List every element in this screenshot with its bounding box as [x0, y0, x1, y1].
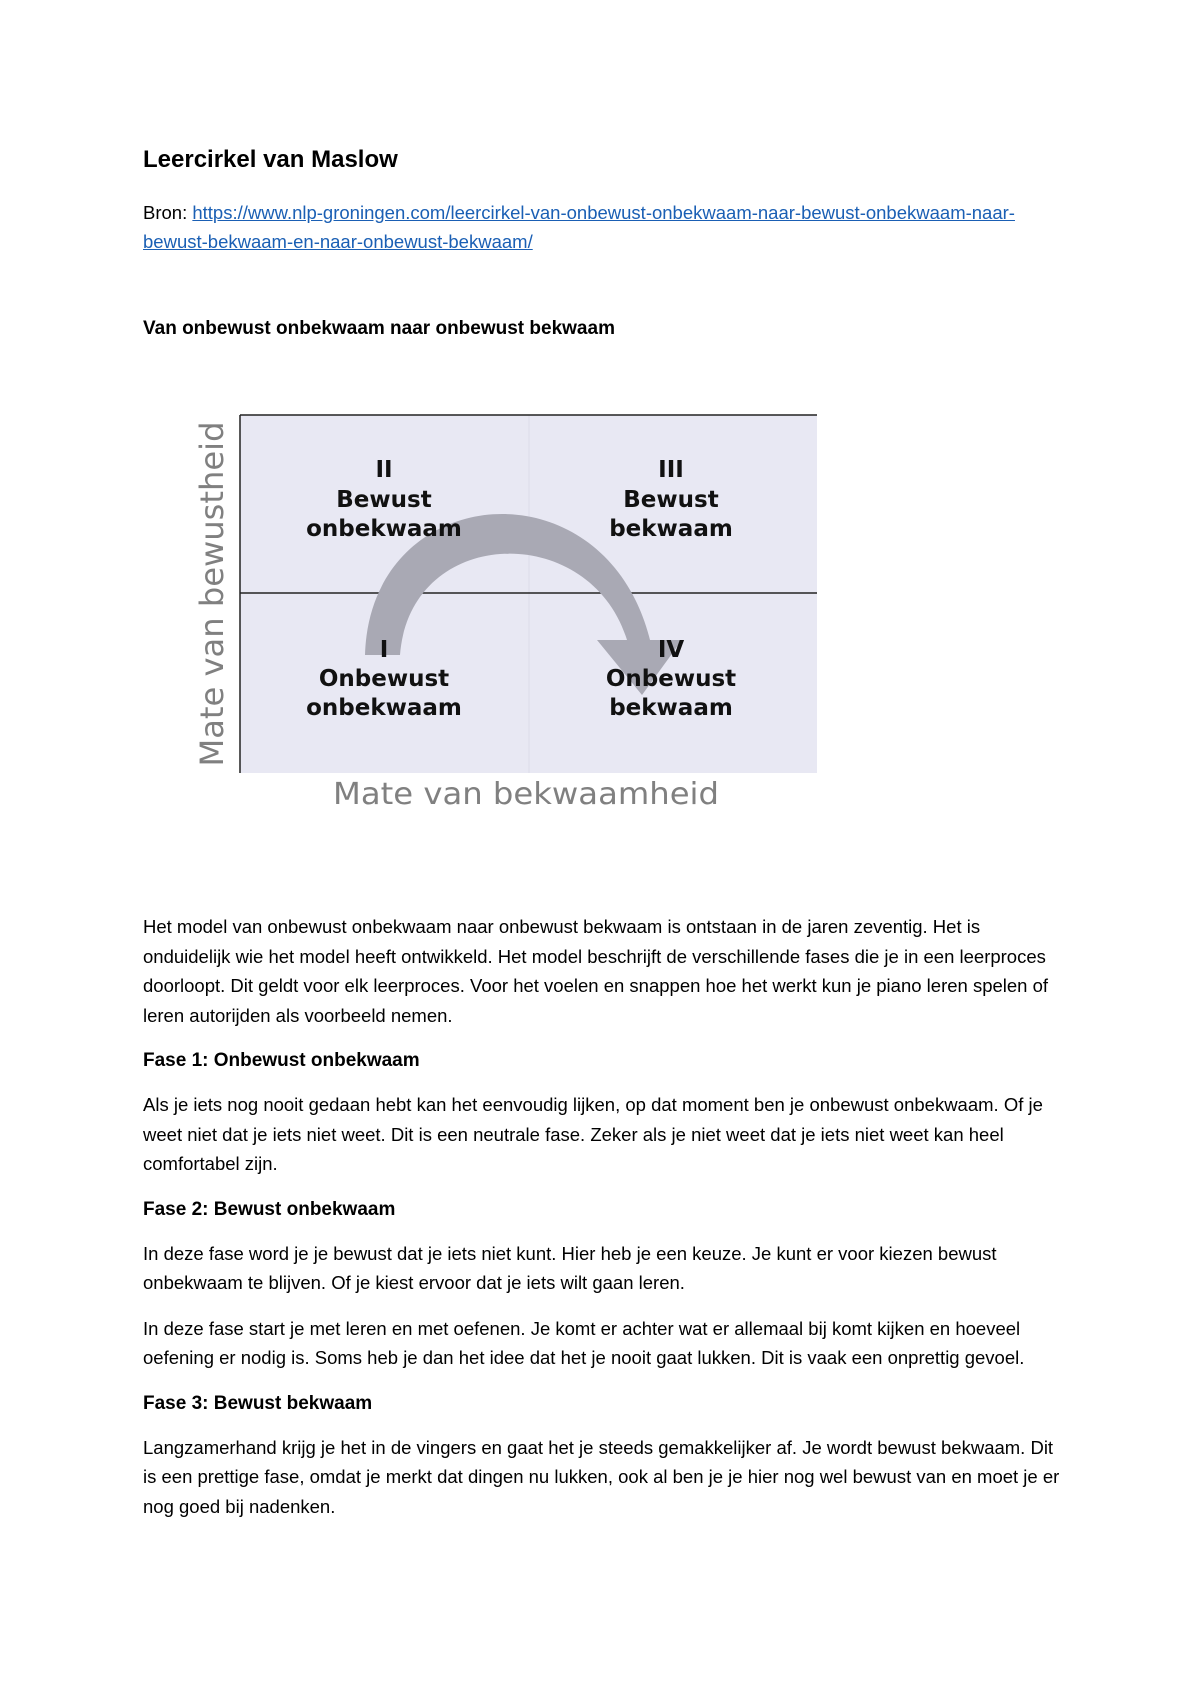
intro-paragraph: Het model van onbewust onbekwaam naar onbewust bekwaam is ontstaan in de jaren zeventig. Het is onduidelijk wie het model heeft ontwikkeld. Het model beschrijft de verschillende fases die je in een leerproces doorloopt. Dit geldt voor elk leerproces. Voor het voelen en snappen hoe het werkt kun je piano leren spelen of leren autorijden als voorbeeld nemen.: [143, 916, 1049, 1026]
fase3-paragraph: Langzamerhand krijg je het in de vingers en gaat het je steeds gemakkelijker af. Je wordt bewust bekwaam. Dit is een prettige fase, omdat je merkt dat dingen nu lukken, ook al ben je je hier nog wel bewust van en moet je er nog goed bij nadenken.: [143, 1436, 1060, 1517]
quadrant-iv-line1: Onbewust: [605, 666, 737, 692]
fase2-paragraph-1: In deze fase word je je bewust dat je iets niet kunt. Hier heb je een keuze. Je kunt er voor kiezen bewust onbekwaam te blijven. Of je kiest ervoor dat je iets wilt gaan leren.: [143, 1242, 997, 1293]
competence-diagram: [190, 405, 830, 825]
source-link[interactable]: https://www.nlp-groningen.com/leercirkel-van-onbewust-onbekwaam-naar-bewust-onbekwaam-naar-bewust-bekwaam-en-naar-onbewust-bekwaam/: [143, 202, 1015, 252]
source-label: Bron:: [143, 202, 188, 223]
fase2-heading: Fase 2: Bewust onbekwaam: [143, 1198, 396, 1220]
quadrant-iii-line1: Bewust: [623, 487, 719, 513]
x-axis-label: Mate van bekwaamheid: [333, 777, 719, 812]
body-content: [143, 912, 1063, 1537]
y-axis-label: Mate van bewustheid: [193, 423, 231, 767]
fase2-paragraph-2: In deze fase start je met leren en met oefenen. Je komt er achter wat er allemaal bij komt kijken en hoeveel oefening er nodig is. Soms heb je dan het idee dat het je nooit gaat lukken. Dit is vaak een onprettig gevoel.: [143, 1317, 1025, 1368]
quadrant-ii-line1: Bewust: [336, 487, 432, 513]
quadrant-iii-line2: bekwaam: [609, 516, 733, 542]
source-line: [143, 198, 1063, 256]
quadrant-ii-numeral: II: [375, 457, 393, 483]
fase1-paragraph: Als je iets nog nooit gedaan hebt kan het eenvoudig lijken, op dat moment ben je onbewust onbekwaam. Of je weet niet dat je iets niet weet. Dit is een neutrale fase. Zeker als je niet weet dat je iets niet weet kan heel comfortabel zijn.: [143, 1094, 1043, 1174]
document-title: Leercirkel van Maslow: [143, 146, 398, 173]
quadrant-i-line1: Onbewust: [318, 666, 450, 692]
quadrant-i-line2: onbekwaam: [306, 695, 462, 721]
fase3-heading: Fase 3: Bewust bekwaam: [143, 1392, 373, 1414]
quadrant-iii-numeral: III: [658, 457, 684, 483]
quadrant-iv-numeral: IV: [657, 637, 685, 663]
quadrant-iv-line2: bekwaam: [609, 695, 733, 721]
quadrant-ii-line2: onbekwaam: [306, 516, 462, 542]
section-subtitle: Van onbewust onbekwaam naar onbewust bekwaam: [143, 318, 615, 339]
fase1-heading: Fase 1: Onbewust onbekwaam: [143, 1050, 420, 1071]
quadrant-i-numeral: I: [379, 637, 389, 663]
